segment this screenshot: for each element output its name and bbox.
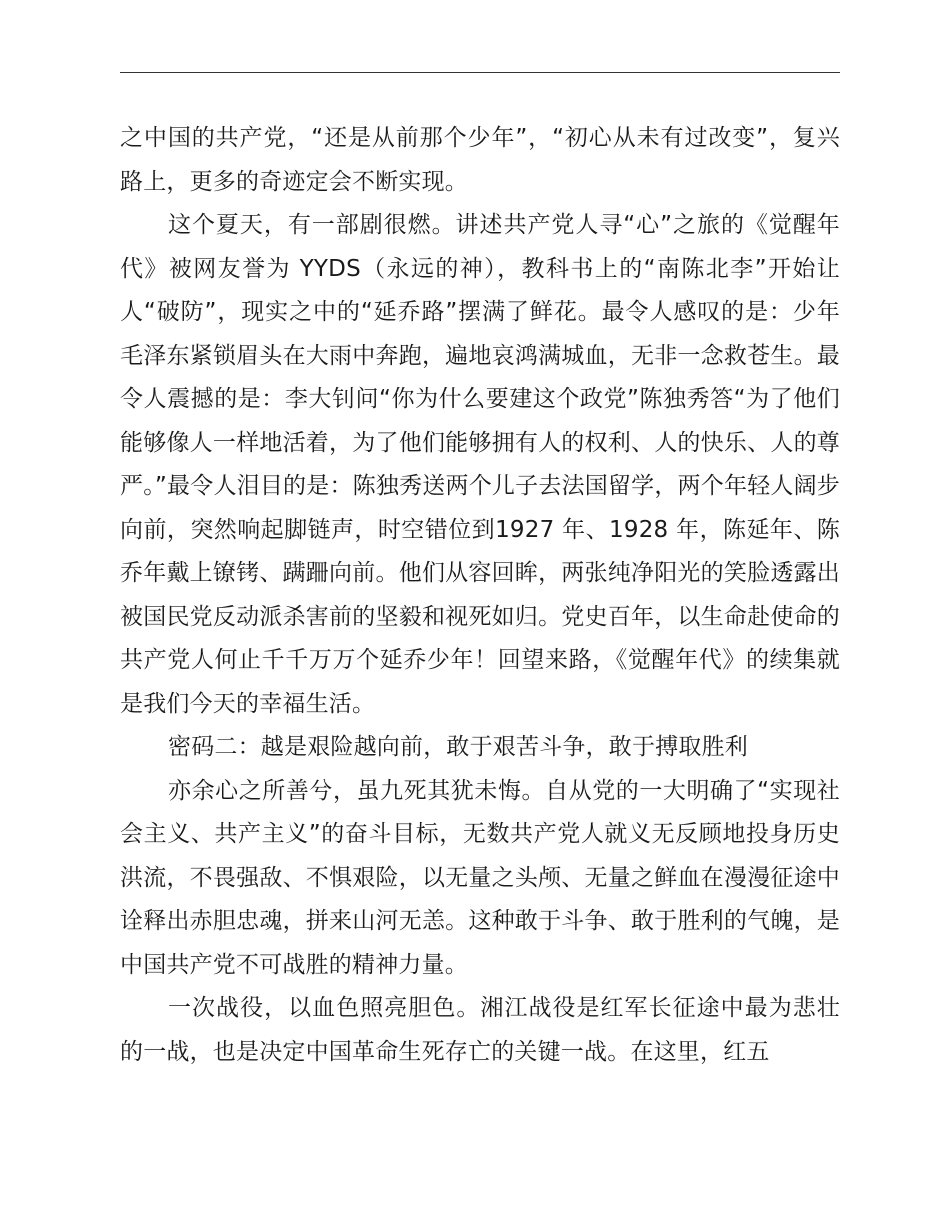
paragraph-awakening-age: 这个夏天，有一部剧很燃。讲述共产党人寻“心”之旅的《觉醒年代》被网友誉为 YYDS（永远的神），教科书上的“南陈北李”开始让人“破防”，现实之中的“延乔路”摆满了鲜花。最令人感叹的是：少年毛泽东紧锁眉头在大雨中奔跑，遍地哀鸿满城血，无非一念救苍生。最令人震撼的是：李大钊问“你为什么要建这个政党”陈独秀答“为了他们能够像人一样地活着，为了他们能够拥有人的权利、人的快乐、人的尊严。”最令人泪目的是：陈独秀送两个儿子去法国留学，两个年轻人阔步向前，突然响起脚链声，时空错位到1927 年、1928 年，陈延年、陈乔年戴上镣铐、蹒跚向前。他们从容回眸，两张纯净阳光的笑脸透露出被国民党反动派杀害前的坚毅和视死如归。党史百年，以生命赴使命的共产党人何止千千万万个延乔少年！回望来路，《觉醒年代》的续集就是我们今天的幸福生活。 (120, 212, 840, 717)
section-heading-code-two: 密码二：越是艰险越向前，敢于艰苦斗争，敢于搏取胜利 (168, 734, 748, 760)
paragraph-xiangjiang-battle: 一次战役，以血色照亮胆色。湘江战役是红军长征途中最为悲壮的一战，也是决定中国革命生死存亡的关键一战。在这里，红五 (120, 995, 840, 1065)
document-body (120, 117, 840, 1074)
header-rule (120, 72, 840, 73)
paragraph-continuation: 之中国的共产党，“还是从前那个少年”，“初心从未有过改变”，复兴路上，更多的奇迹定会不断实现。 (120, 125, 840, 195)
paragraph-struggle-spirit: 亦余心之所善兮，虽九死其犹未悔。自从党的一大明确了“实现社会主义、共产主义”的奋斗目标，无数共产党人就义无反顾地投身历史洪流，不畏强敌、不惧艰险，以无量之头颅、无量之鲜血在漫漫征途中诠释出赤胆忠魂，拼来山河无恙。这种敢于斗争、敢于胜利的气魄，是中国共产党不可战胜的精神力量。 (120, 777, 840, 978)
